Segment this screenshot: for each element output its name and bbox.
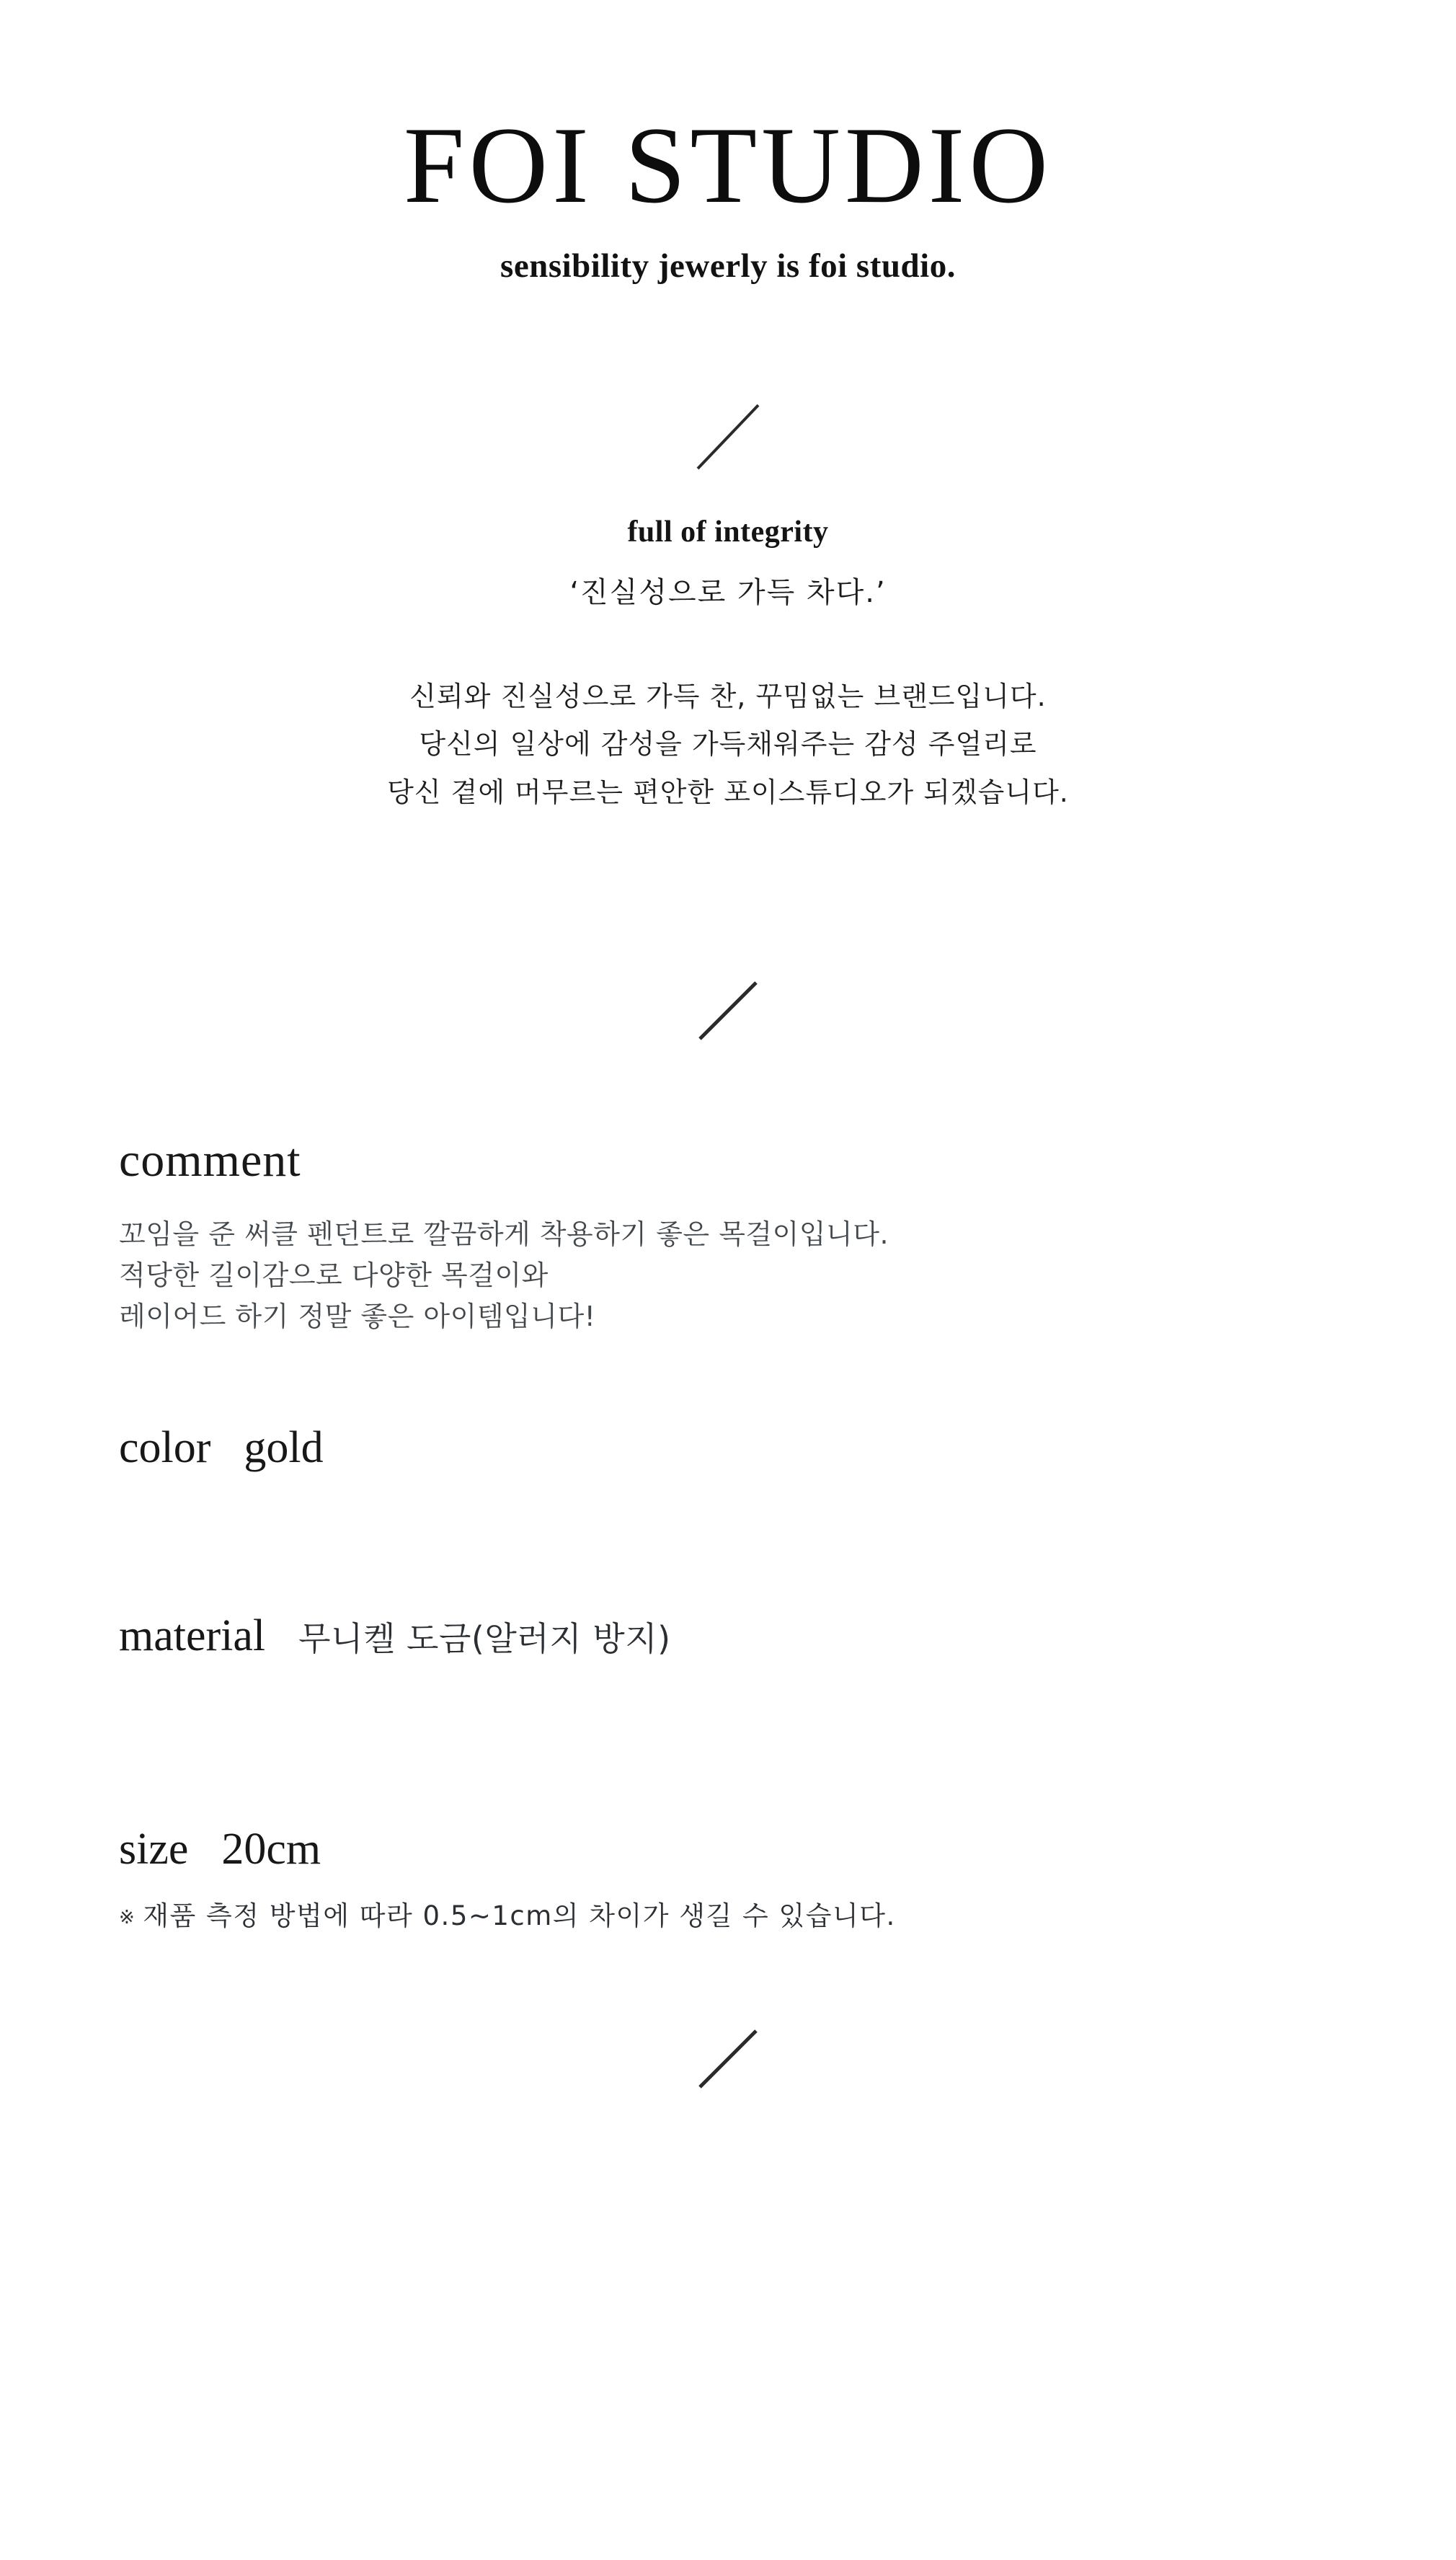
intro-body-line: 당신의 일상에 감성을 가득채워주는 감성 주얼리로 (419, 728, 1037, 761)
slash-divider-icon (688, 971, 768, 1050)
comment-line: 꼬임을 준 써클 펜던트로 깔끔하게 착용하기 좋은 목걸이입니다. (119, 1218, 889, 1251)
note-mark-icon: ※ (119, 1906, 136, 1928)
intro-english-phrase: full of integrity (627, 515, 829, 549)
intro-korean-quote: ‘진실성으로 가득 차다.’ (569, 575, 887, 609)
intro-body (0, 673, 1456, 817)
brand-title: FOI STUDIO (403, 105, 1053, 226)
intro-body-line: 당신 곁에 머무르는 편안한 포이스튜디오가 되겠습니다. (387, 776, 1069, 808)
material-value: 무니켈 도금(알러지 방지) (298, 1619, 671, 1659)
brand-tagline: sensibility jewerly is foi studio. (500, 247, 956, 285)
slash-divider-icon (685, 394, 771, 480)
intro-block (0, 515, 1456, 817)
size-label: size (119, 1825, 189, 1874)
comment-body (119, 1214, 1370, 1337)
size-note (119, 1894, 1370, 1933)
comment-line: 레이어드 하기 정말 좋은 아이템입니다! (119, 1301, 596, 1333)
intro-body-line: 신뢰와 진실성으로 가득 찬, 꾸밈없는 브랜드입니다. (409, 680, 1047, 712)
size-note-text: 재품 측정 방법에 따라 0.5~1cm의 차이가 생길 수 있습니다. (143, 1900, 896, 1932)
size-row (119, 1824, 1370, 1875)
divider-3 (0, 2019, 1456, 2099)
comment-line: 적당한 길이감으로 다양한 목걸이와 (119, 1259, 549, 1292)
comment-label: comment (119, 1134, 301, 1187)
color-value: gold (244, 1423, 324, 1473)
product-details (0, 1133, 1456, 1933)
color-row (119, 1422, 1370, 1474)
color-label: color (119, 1423, 211, 1473)
size-value: 20cm (221, 1825, 321, 1874)
divider-2 (0, 971, 1456, 1050)
material-label: material (119, 1611, 266, 1661)
material-row (119, 1611, 1370, 1662)
slash-divider-icon (688, 2019, 768, 2099)
divider-1 (0, 394, 1456, 480)
